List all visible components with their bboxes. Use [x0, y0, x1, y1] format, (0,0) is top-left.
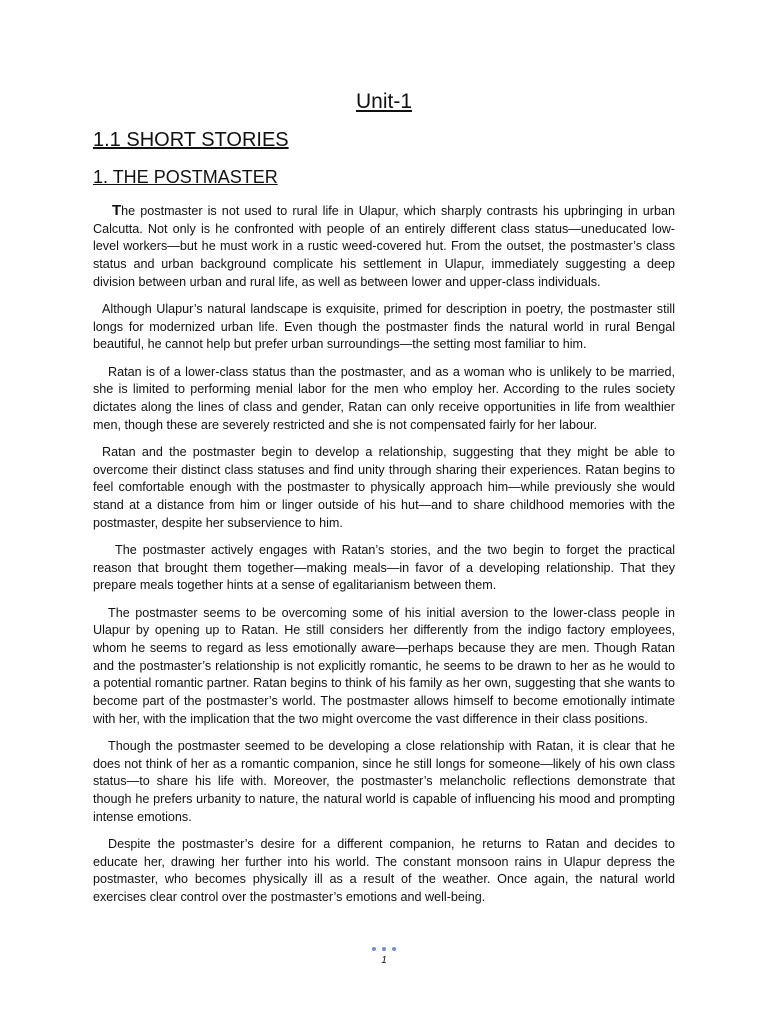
paragraph: Although Ulapur’s natural landscape is exquisite, primed for description in poetry, the postmaster still longs for modernized urban life. Even though the postmaster finds the natural world in rural Bengal beautiful, he cannot help but prefer urban surroundings—the setting most familiar to him.: [93, 302, 675, 352]
ornament-dot: [392, 947, 396, 951]
page-number: 1: [381, 955, 387, 966]
drop-cap: T: [112, 202, 122, 219]
paragraph-text: he postmaster is not used to rural life in Ulapur, which sharply contrasts his upbringing in urban Calcutta. Not only is he confronted with people of an entirely different class status—uneducated low-level workers—but he must work in a rustic weed-covered hut. From the outset, the postmaster’s class status and urban background complicate his settlement in Ulapur, immediately suggesting a deep division between urban and rural life, as well as between lower and upper-class individuals.: [93, 204, 675, 289]
paragraph: Ratan is of a lower-class status than the postmaster, and as a woman who is unlikely to be married, she is limited to performing menial labor for the men who employ her. According to the rules society dictates along the lines of class and gender, Ratan can only receive opportunities in life from wealthier men, though these are severely restricted and she is not compensated fairly for her labour.: [93, 364, 675, 432]
ornament-dot: [372, 947, 376, 951]
paragraph: [93, 202, 675, 292]
paragraph: The postmaster actively engages with Ratan’s stories, and the two begin to forget the practical reason that brought them together—making meals—in favor of a developing relationship. That they prepare meals together hints at a sense of egalitarianism between them.: [93, 542, 675, 593]
story-heading: 1. THE POSTMASTER: [93, 167, 278, 187]
paragraph: The postmaster seems to be overcoming some of his initial aversion to the lower-class people in Ulapur by opening up to Ratan. He still considers her differently from the indigo factory employees, whom he seems to regard as less emotionally aware—perhaps because they are men. Though Ratan and the postmaster’s relationship is not explicitly romantic, he seems to be drawn to her as he would to a potential romantic partner. Ratan begins to think of his family as her own, suggesting that she wants to become part of the postmaster’s world. The postmaster allows himself to become emotionally intimate with her, with the implication that the two might overcome the vast difference in their class positions.: [93, 605, 675, 726]
body-text: [93, 202, 675, 916]
page-footer: [0, 938, 768, 967]
ornament-dot: [382, 947, 386, 951]
paragraph: Despite the postmaster’s desire for a different companion, he returns to Ratan and decides to educate her, drawing her further into his world. The constant monsoon rains in Ulapur depress the postmaster, who becomes physically ill as a result of the weather. Once again, the natural world exercises clear control over the postmaster’s emotions and well-being.: [93, 837, 675, 905]
unit-title: Unit-1: [355, 90, 413, 113]
page-ornament-dots: [372, 947, 396, 951]
paragraph: Though the postmaster seemed to be developing a close relationship with Ratan, it is clear that he does not think of her as a romantic companion, since he still longs for someone—likely of his own class status—to share his life with. Moreover, the postmaster’s melancholic reflections demonstrate that though he prefers urbanity to nature, the natural world is capable of influencing his mood and prompting intense emotions.: [93, 738, 675, 824]
section-heading: 1.1 SHORT STORIES: [93, 129, 289, 151]
paragraph: Ratan and the postmaster begin to develop a relationship, suggesting that they might be able to overcome their distinct class statuses and find unity through sharing their experiences. Ratan begins to feel comfortable enough with the postmaster to physically approach him—while previously she would stand at a distance from him or linger outside of his hut—and to share childhood memories with the postmaster, despite her subservience to him.: [93, 444, 675, 530]
